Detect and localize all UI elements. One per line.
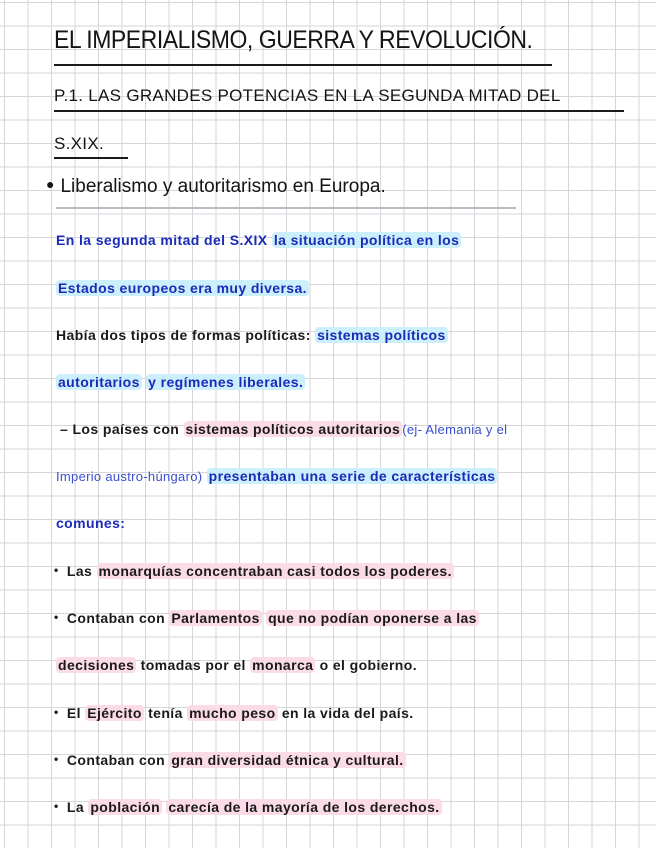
bullet-icon: ● <box>46 176 55 192</box>
bullet-icon: • <box>54 752 59 766</box>
list-item-3-text-e: en la vida del país. <box>281 705 414 721</box>
list-item-2-continued <box>56 657 417 673</box>
paragraph-3-line-3 <box>56 515 125 531</box>
section-subtitle-line-2: S.XIX. <box>54 134 104 153</box>
para2-highlight-d: y regímenes liberales. <box>148 374 304 390</box>
para1-highlight-c: Estados europeos era muy diversa. <box>58 280 307 296</box>
subtitle-underline-2 <box>54 157 128 159</box>
para2-text-a: Había dos tipos de formas políticas: <box>56 327 311 343</box>
section-heading-text: Liberalismo y autoritarismo en Europa. <box>60 176 386 197</box>
subtitle-underline-1 <box>54 110 624 112</box>
list-item-1 <box>54 563 454 579</box>
paragraph-2-line-2 <box>56 374 305 390</box>
paragraph-1-line-1 <box>56 232 461 248</box>
para3-highlight-e: presentaban una serie de características <box>208 468 496 484</box>
list-item-5-highlight-c: carecía de la mayoría de los derechos. <box>168 799 440 815</box>
para3-highlight-b: sistemas políticos autoritarios <box>185 421 401 437</box>
list-item-1-text-a: Las <box>66 563 93 579</box>
list-item-2b-text-b: tomadas por el <box>140 657 246 673</box>
bullet-icon: • <box>54 610 59 624</box>
list-item-3-text-c: tenía <box>148 705 183 721</box>
list-item-3 <box>54 705 414 721</box>
list-item-3-highlight-b: Ejército <box>87 705 142 721</box>
bullet-icon: • <box>54 705 59 719</box>
para3-note-c: (ej- Alemania y el <box>402 422 508 437</box>
para1-highlight-b: la situación política en los <box>273 232 460 248</box>
para1-text-a: En la segunda mitad del S.XIX <box>56 232 268 248</box>
list-item-2 <box>54 610 479 626</box>
para3-text-f: comunes: <box>56 515 126 531</box>
para2-highlight-b: sistemas políticos <box>317 327 446 343</box>
page-title: EL IMPERIALISMO, GUERRA Y REVOLUCIÓN. <box>54 26 533 54</box>
dash-mark: – <box>60 421 69 437</box>
paragraph-1-line-2 <box>56 280 309 296</box>
paragraph-2-line-1 <box>56 327 448 343</box>
paragraph-3-line-2 <box>56 468 497 484</box>
list-item-2b-text-d: o el gobierno. <box>319 657 418 673</box>
bullet-icon: • <box>54 799 59 813</box>
list-item-5-text-a: La <box>66 799 85 815</box>
list-item-4 <box>54 752 406 768</box>
list-item-2b-highlight-a: decisiones <box>58 657 135 673</box>
paragraph-3-line-1 <box>60 421 507 437</box>
para3-note-d: Imperio austro-húngaro) <box>56 469 203 484</box>
para2-highlight-c: autoritarios <box>58 374 140 390</box>
list-item-3-text-a: El <box>66 705 81 721</box>
section-subtitle-line-1: P.1. LAS GRANDES POTENCIAS EN LA SEGUNDA MITAD DEL <box>54 86 561 105</box>
list-item-4-highlight-b: gran diversidad étnica y cultural. <box>171 752 404 768</box>
list-item-5 <box>54 799 442 815</box>
para3-text-a: Los países con <box>72 421 180 437</box>
list-item-5-highlight-b: población <box>90 799 161 815</box>
list-item-2-highlight-b: Parlamentos <box>171 610 260 626</box>
section-heading <box>46 176 386 198</box>
bullet-icon: • <box>54 563 59 577</box>
list-item-4-text-a: Contaban con <box>66 752 166 768</box>
heading-underline <box>56 207 516 209</box>
list-item-2b-highlight-c: monarca <box>252 657 314 673</box>
list-item-3-highlight-d: mucho peso <box>189 705 276 721</box>
list-item-1-highlight-b: monarquías concentraban casi todos los poderes. <box>98 563 452 579</box>
list-item-2-text-a: Contaban con <box>66 610 166 626</box>
title-underline <box>54 64 552 66</box>
list-item-2-highlight-c: que no podían oponerse a las <box>268 610 477 626</box>
